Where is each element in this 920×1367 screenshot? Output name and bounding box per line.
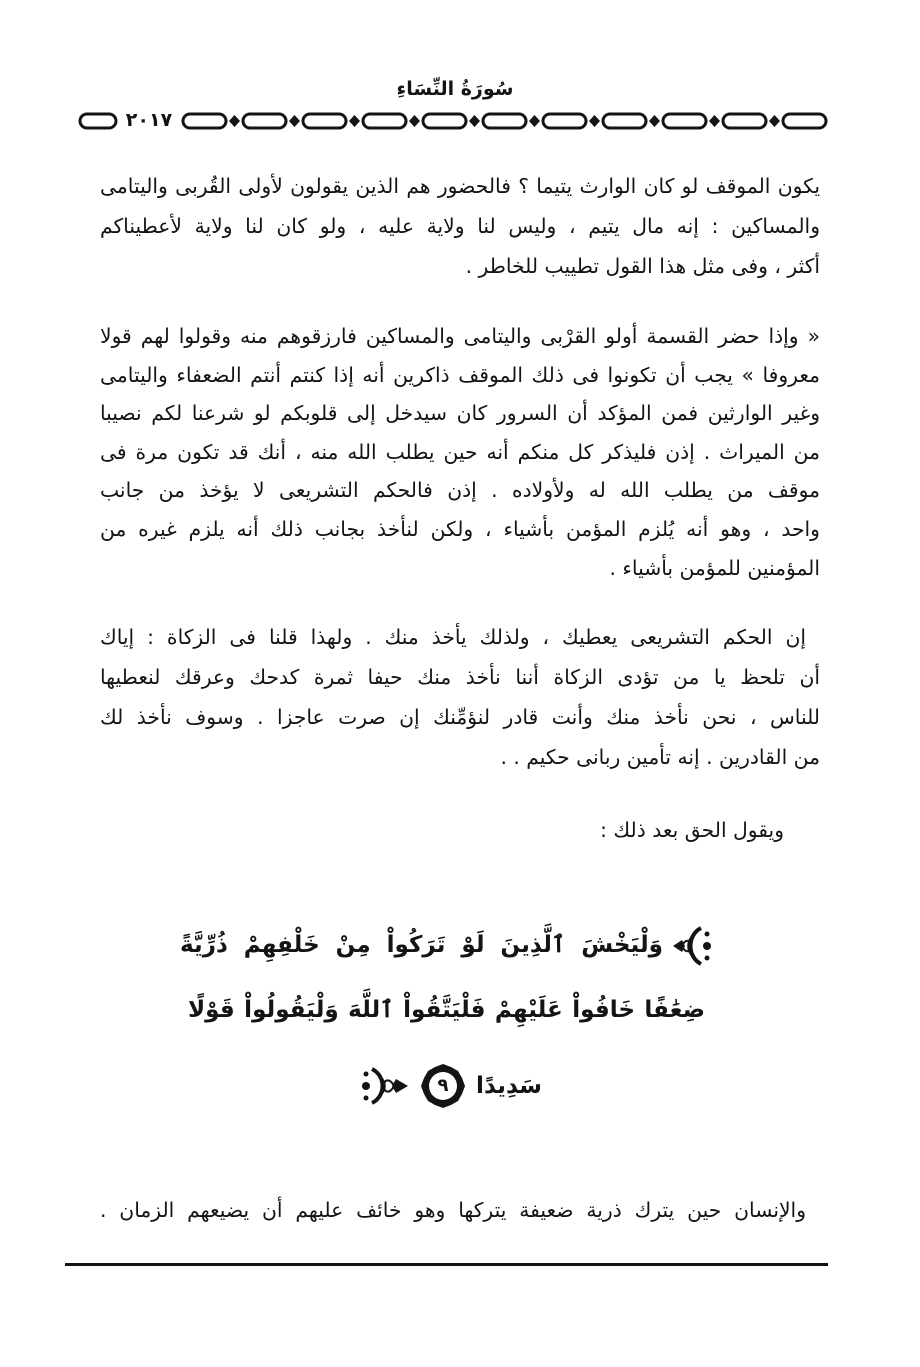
verse-text: سَدِيدًا	[476, 1073, 542, 1099]
text-line: المؤمنين للمؤمن بأشياء .	[609, 555, 820, 580]
chain-diamond-icon	[409, 115, 420, 127]
chain-diamond-icon	[349, 115, 360, 127]
text-line: واحد ، وهو أنه يُلزم المؤمن بأشياء ، ولكن لنأخذ بجانب ذلك أنه يلزم غيره من	[100, 516, 820, 541]
text-line: والإنسان حين يترك ذرية ضعيفة يتركها وهو خائف عليهم أن يضيعهم الزمان .	[100, 1198, 806, 1222]
text-line: ويقول الحق بعد ذلك :	[600, 818, 784, 842]
paragraph	[100, 166, 820, 286]
text-line: « وإذا حضر القسمة أولو القرْبى واليتامى والمساكين فارزقوهم منه وقولوا لهم قولا	[100, 324, 820, 348]
ornate-bracket-close-icon	[358, 1066, 410, 1106]
chain-link-icon	[363, 114, 406, 128]
chain-link-icon	[423, 114, 466, 128]
chain-diamond-icon	[529, 115, 540, 127]
text-line: أن تلحظ يا من تؤدى الزكاة أننا نأخذ منك حيفا ثمرة كدحك وعرقك لنعطيها	[100, 665, 820, 689]
text-line: والمساكين : إنه مال يتيم ، وليس لنا ولاية عليه ، ولو كان لنا ولاية لأعطيناكم	[100, 214, 820, 238]
chain-diamond-icon	[709, 115, 720, 127]
paragraph	[100, 1190, 820, 1230]
chain-link-icon	[483, 114, 526, 128]
chain-diamond-icon	[769, 115, 780, 127]
chain-link-icon	[663, 114, 706, 128]
page-number: ٢٠١٧	[125, 109, 173, 131]
chain-link-icon	[303, 114, 346, 128]
verse-line	[180, 1055, 720, 1117]
text-line: من الميراث . إذن فليذكر كل منكم أنه حين يطلب الله منه ، أنك قد تكون مرة فى	[100, 439, 820, 464]
surah-title: سُورَةُ النِّسَاءِ	[396, 78, 514, 100]
verse-intro	[100, 810, 820, 850]
ayah-number: ٩	[437, 1075, 449, 1096]
paragraph	[100, 617, 820, 777]
chain-diamond-icon	[589, 115, 600, 127]
verse-text: وَلْيَخْشَ ٱلَّذِينَ لَوْ تَرَكُواْ مِنْ خَلْفِهِمْ ذُرِّيَّةً	[180, 932, 663, 958]
text-line: موقف من يطلب الله له ولأولاده . إذن فالحكم التشريعى لا يؤخذ من جانب	[100, 478, 820, 503]
verse-line: ضِعَٰفًا خَافُواْ عَلَيْهِمْ فَلْيَتَّقُواْ ٱللَّهَ وَلْيَقُولُواْ قَوْلًا	[188, 997, 705, 1023]
chain-link-icon	[543, 114, 586, 128]
chain-link-icon	[723, 114, 766, 128]
chain-diamond-icon	[229, 115, 240, 127]
chain-link-icon	[80, 114, 116, 128]
chain-link-icon	[603, 114, 646, 128]
text-line: معروفا » يجب أن تكونوا فى ذلك الموقف ذاكرين أنه إذا كنتم أنتم الضعفاء واليتامى	[100, 362, 820, 387]
chain-link-icon	[183, 114, 226, 128]
paragraph	[100, 317, 820, 587]
verse-line	[180, 915, 715, 975]
chain-link-icon	[243, 114, 286, 128]
ayah-number-medallion-icon	[420, 1063, 466, 1109]
text-line: من القادرين . إنه تأمين ربانى حكيم . .	[500, 745, 820, 769]
text-line: يكون الموقف لو كان الوارث يتيما ؟ فالحضور هم الذين يقولون لأولى القُربى واليتامى	[100, 174, 820, 198]
footer-rule	[65, 1263, 828, 1266]
chain-link-icon	[783, 114, 826, 128]
chain-diamond-icon	[649, 115, 660, 127]
text-line: أكثر ، وفى مثل هذا القول تطييب للخاطر .	[465, 254, 820, 278]
chain-diamond-icon	[469, 115, 480, 127]
text-line: إن الحكم التشريعى يعطيك ، ولذلك يأخذ منك . ولهذا قلنا فى الزكاة : إياك	[100, 625, 806, 649]
chain-diamond-icon	[289, 115, 300, 127]
text-line: وغير الوارثين فمن المؤكد أن السرور كان سيدخل إلى قلوبكم لو شرعنا لكم نصيبا	[100, 401, 820, 426]
text-line: للناس ، نحن نأخذ منك وأنت قادر لنؤمِّنك إن صرت عاجزا . وسوف نأخذ لك	[100, 705, 820, 729]
